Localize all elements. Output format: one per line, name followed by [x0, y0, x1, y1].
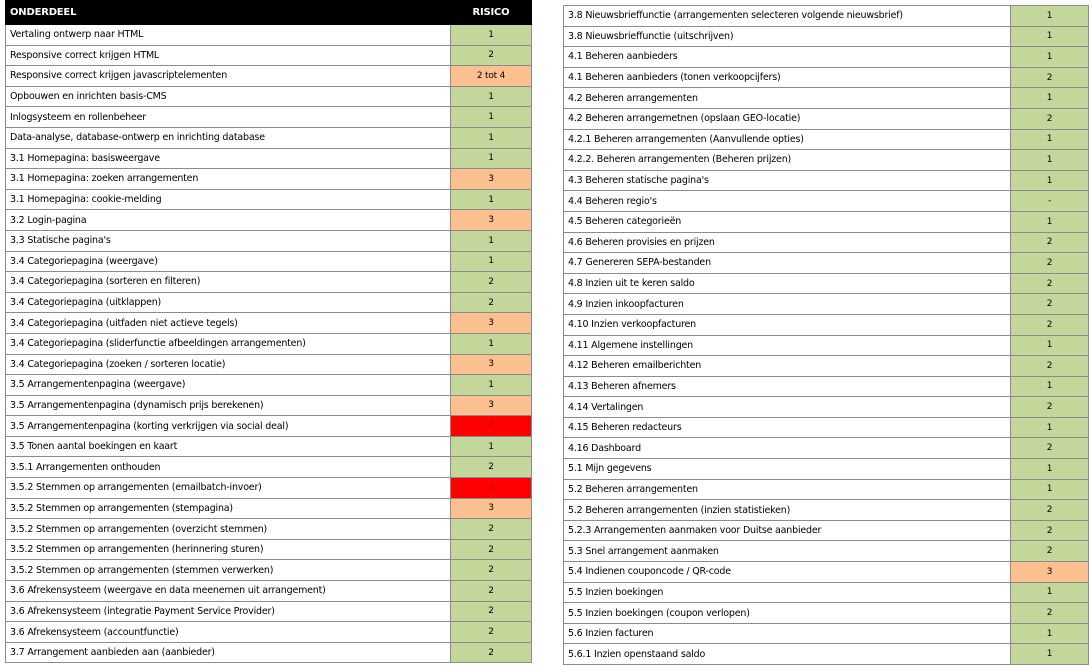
- part-cell: 3.7 Arrangement aanbieden aan (aanbieder): [6, 642, 451, 663]
- table-row: [6, 642, 532, 663]
- column-header-risk: RISICO: [451, 1, 532, 25]
- table-row: [564, 150, 1089, 171]
- table-row: [564, 479, 1089, 500]
- table-row: [6, 189, 532, 210]
- part-cell: 4.1 Beheren aanbieders (tonen verkoopcijfers): [564, 67, 1011, 88]
- risk-cell: 2: [1011, 520, 1089, 541]
- part-cell: 4.5 Beheren categorieën: [564, 211, 1011, 232]
- part-cell: 4.9 Inzien inkoopfacturen: [564, 294, 1011, 315]
- risk-cell: 1: [451, 86, 532, 107]
- table-row: [564, 26, 1089, 47]
- risk-cell: 2: [451, 642, 532, 663]
- risk-cell: 3: [451, 210, 532, 231]
- table-row: [564, 170, 1089, 191]
- part-cell: 3.1 Homepagina: basisweergave: [6, 148, 451, 169]
- risk-cell: 2: [1011, 500, 1089, 521]
- risk-cell: 2: [1011, 541, 1089, 562]
- risk-cell: 2: [1011, 232, 1089, 253]
- risk-cell: 1: [1011, 644, 1089, 665]
- part-cell: Vertaling ontwerp naar HTML: [6, 25, 451, 46]
- risk-cell: 2: [451, 45, 532, 66]
- table-row: [564, 88, 1089, 109]
- table-row: [6, 560, 532, 581]
- table-row: [564, 108, 1089, 129]
- table-row: [6, 251, 532, 272]
- table-row: [564, 582, 1089, 603]
- part-cell: 3.5.1 Arrangementen onthouden: [6, 457, 451, 478]
- risk-cell: 2: [1011, 356, 1089, 377]
- part-cell: 3.5 Tonen aantal boekingen en kaart: [6, 436, 451, 457]
- table-row: [564, 500, 1089, 521]
- table-row: [564, 623, 1089, 644]
- table-row: [6, 272, 532, 293]
- risk-cell: 2: [1011, 108, 1089, 129]
- table-row: [6, 107, 532, 128]
- risk-cell: 2: [451, 601, 532, 622]
- part-cell: 3.5.2 Stemmen op arrangementen (stemmen verwerken): [6, 560, 451, 581]
- part-cell: 3.8 Nieuwsbrieffunctie (uitschrijven): [564, 26, 1011, 47]
- risk-cell: 1: [1011, 582, 1089, 603]
- table-row: [6, 622, 532, 643]
- table-row: [6, 333, 532, 354]
- part-cell: 4.8 Inzien uit te keren saldo: [564, 273, 1011, 294]
- risk-cell: 2 tot 4: [451, 66, 532, 87]
- risk-table-left: [5, 0, 532, 663]
- table-row: [564, 520, 1089, 541]
- risk-cell: 2: [451, 272, 532, 293]
- table-row: [6, 169, 532, 190]
- part-cell: 3.5 Arrangementenpagina (dynamisch prijs berekenen): [6, 395, 451, 416]
- risk-cell: 1: [451, 25, 532, 46]
- risk-cell: 1: [1011, 150, 1089, 171]
- table-row: [564, 603, 1089, 624]
- table-row: [564, 541, 1089, 562]
- risk-cell: 1: [1011, 459, 1089, 480]
- risk-cell: 2: [1011, 397, 1089, 418]
- part-cell: 3.4 Categoriepagina (weergave): [6, 251, 451, 272]
- part-cell: 3.5.2 Stemmen op arrangementen (overzicht stemmen): [6, 519, 451, 540]
- table-row: [6, 127, 532, 148]
- table-row: [564, 644, 1089, 665]
- risk-cell: 1: [451, 375, 532, 396]
- risk-cell: 3: [451, 395, 532, 416]
- risk-cell: 3: [1011, 562, 1089, 583]
- part-cell: 3.5 Arrangementenpagina (weergave): [6, 375, 451, 396]
- part-cell: 4.4 Beheren regio's: [564, 191, 1011, 212]
- table-row: [6, 436, 532, 457]
- risk-cell: 1: [451, 333, 532, 354]
- table-row: [564, 335, 1089, 356]
- risk-cell: 2: [451, 457, 532, 478]
- table-row: [564, 253, 1089, 274]
- part-cell: 3.5 Arrangementenpagina (korting verkrijgen via social deal): [6, 416, 451, 437]
- part-cell: 3.4 Categoriepagina (zoeken / sorteren locatie): [6, 354, 451, 375]
- table-row: [6, 457, 532, 478]
- risk-cell: 3: [451, 354, 532, 375]
- part-cell: 3.6 Afrekensysteem (integratie Payment Service Provider): [6, 601, 451, 622]
- part-cell: 3.4 Categoriepagina (uitfaden niet actieve tegels): [6, 313, 451, 334]
- risk-cell: 1: [451, 148, 532, 169]
- part-cell: 4.2.1 Beheren arrangementen (Aanvullende opties): [564, 129, 1011, 150]
- table-row: [564, 397, 1089, 418]
- part-cell: 3.6 Afrekensysteem (accountfunctie): [6, 622, 451, 643]
- header-row: [6, 1, 532, 25]
- part-cell: 3.2 Login-pagina: [6, 210, 451, 231]
- table-body-left: [6, 25, 532, 663]
- table-row: [6, 519, 532, 540]
- risk-cell: 1: [1011, 417, 1089, 438]
- table-row: [564, 459, 1089, 480]
- part-cell: 5.2 Beheren arrangementen (inzien statistieken): [564, 500, 1011, 521]
- part-cell: Data-analyse, database-ontwerp en inrichting database: [6, 127, 451, 148]
- risk-cell: 1: [1011, 170, 1089, 191]
- part-cell: 4.14 Vertalingen: [564, 397, 1011, 418]
- table-row: [564, 47, 1089, 68]
- table-row: [6, 230, 532, 251]
- part-cell: 4.2.2. Beheren arrangementen (Beheren prijzen): [564, 150, 1011, 171]
- table-row: [6, 148, 532, 169]
- part-cell: Responsive correct krijgen javascriptelementen: [6, 66, 451, 87]
- risk-cell: 2: [1011, 438, 1089, 459]
- table-row: [564, 232, 1089, 253]
- part-cell: 3.3 Statische pagina's: [6, 230, 451, 251]
- table-row: [564, 6, 1089, 27]
- part-cell: 4.3 Beheren statische pagina's: [564, 170, 1011, 191]
- table-row: [564, 191, 1089, 212]
- table-row: [6, 395, 532, 416]
- risk-cell: 2: [451, 560, 532, 581]
- column-header-part: ONDERDEEL: [6, 1, 451, 25]
- table-row: [6, 498, 532, 519]
- part-cell: 5.4 Indienen couponcode / QR-code: [564, 562, 1011, 583]
- risk-cell: 1: [451, 251, 532, 272]
- table-row: [6, 581, 532, 602]
- risk-cell: 1: [1011, 26, 1089, 47]
- part-cell: 4.13 Beheren afnemers: [564, 376, 1011, 397]
- part-cell: 4.7 Genereren SEPA-bestanden: [564, 253, 1011, 274]
- part-cell: 3.4 Categoriepagina (sliderfunctie afbeeldingen arrangementen): [6, 333, 451, 354]
- part-cell: 5.6.1 Inzien openstaand saldo: [564, 644, 1011, 665]
- risk-cell: 1: [451, 436, 532, 457]
- table-row: [564, 376, 1089, 397]
- table-row: [6, 539, 532, 560]
- part-cell: Inlogsysteem en rollenbeheer: [6, 107, 451, 128]
- part-cell: 4.16 Dashboard: [564, 438, 1011, 459]
- risk-cell: 1: [451, 127, 532, 148]
- table-row: [6, 416, 532, 437]
- part-cell: 3.5.2 Stemmen op arrangementen (herinnering sturen): [6, 539, 451, 560]
- table-row: [6, 86, 532, 107]
- part-cell: 3.6 Afrekensysteem (weergave en data meenemen uit arrangement): [6, 581, 451, 602]
- risk-cell: 2: [451, 581, 532, 602]
- table-row: [564, 129, 1089, 150]
- risk-cell: -: [1011, 191, 1089, 212]
- table-row: [564, 273, 1089, 294]
- risk-cell: 1: [451, 230, 532, 251]
- part-cell: 4.12 Beheren emailberichten: [564, 356, 1011, 377]
- risk-cell: 1: [1011, 6, 1089, 27]
- risk-cell: 2: [451, 519, 532, 540]
- table-row: [564, 211, 1089, 232]
- table-row: [6, 313, 532, 334]
- risk-cell: 1: [1011, 211, 1089, 232]
- table-row: [564, 356, 1089, 377]
- table-row: [6, 66, 532, 87]
- table-row: [564, 314, 1089, 335]
- risk-cell: 1: [1011, 88, 1089, 109]
- part-cell: 4.2 Beheren arrangementen: [564, 88, 1011, 109]
- table-row: [6, 601, 532, 622]
- table-row: [6, 375, 532, 396]
- risk-cell: 1: [1011, 623, 1089, 644]
- part-cell: 4.1 Beheren aanbieders: [564, 47, 1011, 68]
- risk-cell: 3: [451, 169, 532, 190]
- risk-cell: 2: [1011, 603, 1089, 624]
- risk-cell: 2: [1011, 294, 1089, 315]
- part-cell: Responsive correct krijgen HTML: [6, 45, 451, 66]
- risk-cell: 2: [1011, 314, 1089, 335]
- risk-cell: 1: [451, 107, 532, 128]
- risk-cell: 2: [1011, 253, 1089, 274]
- risk-cell: 2: [451, 539, 532, 560]
- part-cell: 3.5.2 Stemmen op arrangementen (stempagina): [6, 498, 451, 519]
- part-cell: 3.4 Categoriepagina (uitklappen): [6, 292, 451, 313]
- part-cell: 4.15 Beheren redacteurs: [564, 417, 1011, 438]
- part-cell: 5.1 Mijn gegevens: [564, 459, 1011, 480]
- risk-cell: 1: [1011, 47, 1089, 68]
- part-cell: 5.2.3 Arrangementen aanmaken voor Duitse aanbieder: [564, 520, 1011, 541]
- part-cell: 5.3 Snel arrangement aanmaken: [564, 541, 1011, 562]
- risk-cell: 1: [1011, 335, 1089, 356]
- table-row: [6, 292, 532, 313]
- risk-cell: 2: [1011, 273, 1089, 294]
- part-cell: 3.8 Nieuwsbrieffunctie (arrangementen selecteren volgende nieuwsbrief): [564, 6, 1011, 27]
- risk-cell: 3: [451, 313, 532, 334]
- part-cell: 3.4 Categoriepagina (sorteren en filteren): [6, 272, 451, 293]
- risk-cell: 4: [451, 478, 532, 499]
- part-cell: 3.1 Homepagina: zoeken arrangementen: [6, 169, 451, 190]
- table-row: [6, 210, 532, 231]
- part-cell: 4.6 Beheren provisies en prijzen: [564, 232, 1011, 253]
- part-cell: 5.5 Inzien boekingen (coupon verlopen): [564, 603, 1011, 624]
- table-row: [564, 417, 1089, 438]
- table-row: [6, 478, 532, 499]
- risk-cell: 4: [451, 416, 532, 437]
- part-cell: Opbouwen en inrichten basis-CMS: [6, 86, 451, 107]
- table-row: [6, 45, 532, 66]
- part-cell: 5.5 Inzien boekingen: [564, 582, 1011, 603]
- risk-cell: 3: [451, 498, 532, 519]
- table-body-right: [564, 6, 1089, 665]
- risk-cell: 1: [1011, 376, 1089, 397]
- table-row: [564, 294, 1089, 315]
- part-cell: 3.1 Homepagina: cookie-melding: [6, 189, 451, 210]
- table-row: [564, 438, 1089, 459]
- risk-table-right: [563, 5, 1089, 665]
- part-cell: 4.2 Beheren arrangemetnen (opslaan GEO-locatie): [564, 108, 1011, 129]
- risk-cell: 1: [1011, 479, 1089, 500]
- part-cell: 4.11 Algemene instellingen: [564, 335, 1011, 356]
- part-cell: 5.6 Inzien facturen: [564, 623, 1011, 644]
- part-cell: 5.2 Beheren arrangementen: [564, 479, 1011, 500]
- table-row: [564, 67, 1089, 88]
- table-row: [6, 354, 532, 375]
- part-cell: 3.5.2 Stemmen op arrangementen (emailbatch-invoer): [6, 478, 451, 499]
- risk-cell: 1: [451, 189, 532, 210]
- risk-cell: 2: [451, 622, 532, 643]
- risk-cell: 2: [1011, 67, 1089, 88]
- table-row: [6, 25, 532, 46]
- part-cell: 4.10 Inzien verkoopfacturen: [564, 314, 1011, 335]
- table-row: [564, 562, 1089, 583]
- risk-cell: 1: [1011, 129, 1089, 150]
- risk-cell: 2: [451, 292, 532, 313]
